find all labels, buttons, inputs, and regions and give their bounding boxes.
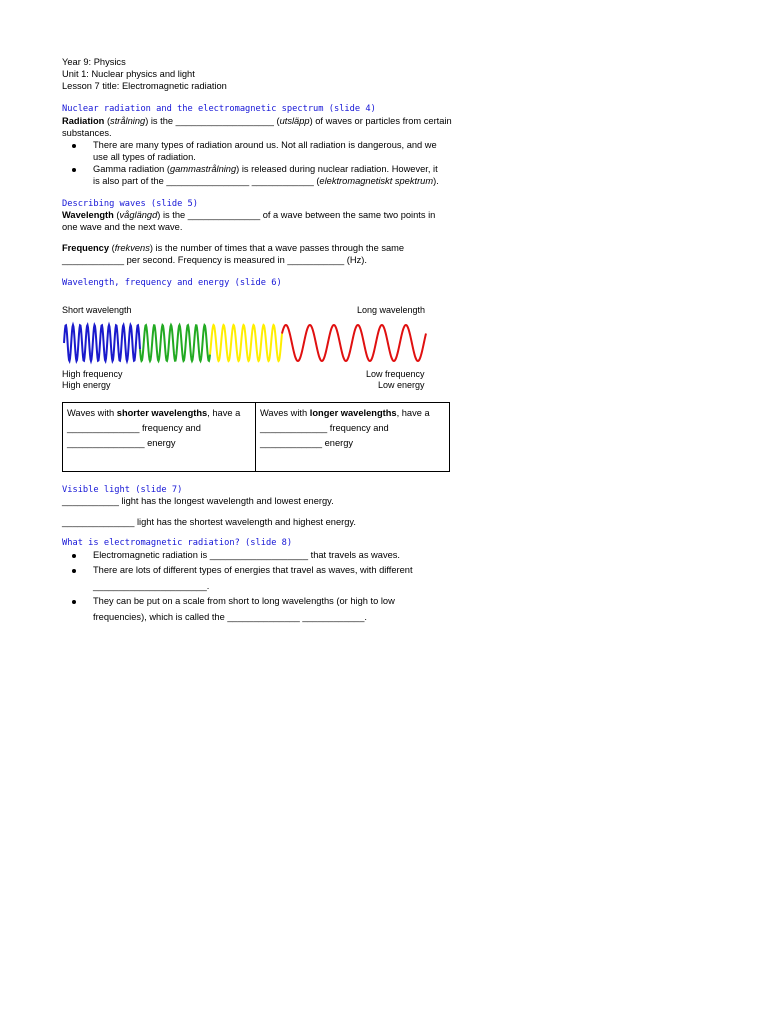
- label-short-wavelength: Short wavelength: [62, 305, 132, 315]
- radiation-definition-cont: substances.: [62, 128, 112, 138]
- label-long-wavelength: Long wavelength: [357, 305, 426, 315]
- table-line: _______________ energy: [67, 438, 176, 448]
- text: is also part of the ________________ ____________ (: [93, 176, 320, 186]
- text: , have a: [207, 408, 241, 418]
- frequency-definition-cont: ____________ per second. Frequency is measured in ___________ (Hz).: [62, 255, 367, 265]
- wave-spectrum-diagram: [62, 318, 432, 368]
- wave-comparison-table: [62, 402, 450, 472]
- text: ).: [433, 176, 439, 186]
- wave-red: [282, 325, 426, 361]
- bullet-icon: [72, 163, 80, 175]
- visible-light-line1: ___________ light has the longest wavelength and lowest energy.: [62, 496, 334, 506]
- heading-nuclear-radiation: Nuclear radiation and the electromagnetic spectrum (slide 4): [62, 104, 376, 114]
- label-high-frequency: High frequency: [62, 369, 123, 379]
- wavelength-definition: [62, 209, 435, 221]
- text: (: [104, 116, 111, 126]
- table-cell-short: [63, 403, 256, 471]
- bullet-icon: [72, 139, 80, 151]
- table-line: [67, 407, 251, 422]
- label-low-frequency: Low frequency: [366, 369, 425, 379]
- radiation-definition: [62, 115, 452, 127]
- bullet-text: [93, 175, 439, 187]
- bullet-text: There are lots of different types of energies that travel as waves, with different: [93, 565, 413, 575]
- text: ) is the ___________________ (: [145, 116, 280, 126]
- swedish-term: elektromagnetiskt spektrum: [319, 176, 434, 186]
- wavelength-definition-cont: one wave and the next wave.: [62, 222, 183, 232]
- bullet-icon: [72, 549, 80, 561]
- swedish-term: våglängd: [119, 210, 158, 220]
- swedish-term: strålning: [110, 116, 146, 126]
- text: Waves with: [260, 408, 310, 418]
- term-wavelength: Wavelength: [62, 210, 114, 220]
- text: (: [109, 243, 115, 253]
- text: (: [113, 210, 120, 220]
- header-unit: Unit 1: Nuclear physics and light: [62, 69, 195, 79]
- swedish-term: utsläpp: [279, 116, 310, 126]
- bullet-text: There are many types of radiation around us. Not all radiation is dangerous, and we: [93, 140, 437, 150]
- heading-visible-light: Visible light (slide 7): [62, 485, 183, 495]
- bullet-text: ______________________.: [93, 581, 210, 591]
- text: Waves with: [67, 408, 117, 418]
- label-low-energy: Low energy: [378, 380, 425, 390]
- bullet-text: use all types of radiation.: [93, 152, 196, 162]
- wave-green: [140, 325, 210, 361]
- bold-text: shorter wavelengths: [116, 408, 208, 418]
- bullet-icon: [72, 595, 80, 607]
- heading-em-radiation: What is electromagnetic radiation? (slide 8): [62, 538, 293, 548]
- wave-yellow: [210, 325, 282, 361]
- table-line: [260, 407, 445, 422]
- term-frequency: Frequency: [62, 243, 110, 253]
- bullet-text: frequencies), which is called the ______________ ____________.: [93, 612, 367, 622]
- text: ) is the number of times that a wave passes through the same: [149, 243, 405, 253]
- term-radiation: Radiation: [62, 116, 105, 126]
- swedish-term: frekvens: [114, 243, 150, 253]
- table-line: ______________ frequency and: [67, 423, 201, 433]
- text: , have a: [396, 408, 430, 418]
- header-year: Year 9: Physics: [62, 57, 126, 67]
- text: ) of waves or particles from certain: [309, 116, 452, 126]
- header-lesson: Lesson 7 title: Electromagnetic radiation: [62, 81, 227, 91]
- text: Gamma radiation (: [93, 164, 170, 174]
- bullet-text: [93, 163, 438, 175]
- swedish-term: gammastrålning: [170, 164, 237, 174]
- label-high-energy: High energy: [62, 380, 111, 390]
- heading-describing-waves: Describing waves (slide 5): [62, 199, 198, 209]
- text: ) is the ______________ of a wave between the same two points in: [157, 210, 436, 220]
- text: ) is released during nuclear radiation. However, it: [236, 164, 438, 174]
- table-cell-long: [256, 403, 449, 471]
- visible-light-line2: ______________ light has the shortest wavelength and highest energy.: [62, 517, 356, 527]
- bold-text: longer wavelengths: [309, 408, 397, 418]
- bullet-text: They can be put on a scale from short to long wavelengths (or high to low: [93, 596, 395, 606]
- frequency-definition: [62, 242, 404, 254]
- table-line: ____________ energy: [260, 438, 354, 448]
- table-line: _____________ frequency and: [260, 423, 389, 433]
- bullet-icon: [72, 564, 80, 576]
- wave-blue: [64, 325, 140, 361]
- bullet-text: Electromagnetic radiation is ___________________ that travels as waves.: [93, 550, 400, 560]
- heading-wavelength-frequency-energy: Wavelength, frequency and energy (slide 6): [62, 278, 282, 288]
